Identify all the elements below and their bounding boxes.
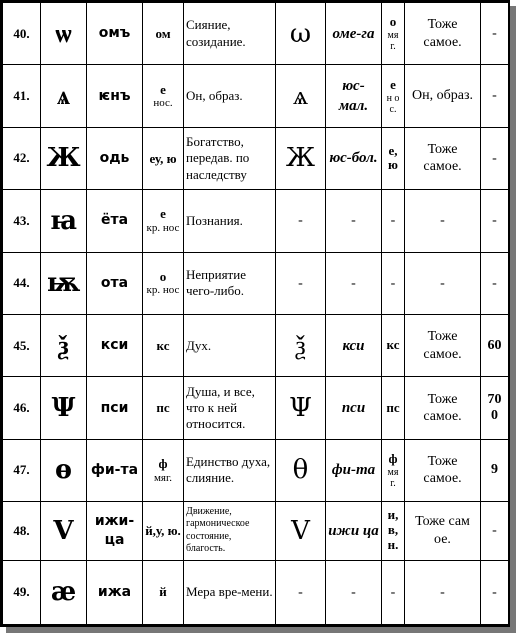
letter-name: ижи-ца — [87, 502, 143, 560]
letter-meaning: Мера вре-мени. — [184, 560, 276, 625]
letter-sound: о кр. нос — [143, 252, 184, 314]
row-number: 40. — [3, 3, 41, 65]
letter-name: ота — [87, 252, 143, 314]
glyph-glagolic: Ж — [41, 127, 87, 189]
glyph-glagolic: Ψ — [41, 377, 87, 439]
table-row — [3, 560, 509, 625]
letter-meaning: Сияние, созидание. — [184, 3, 276, 65]
letter-name: ёта — [87, 190, 143, 252]
letter-meaning: Движение, гармоническое состояние, благость. — [184, 502, 276, 560]
letter-name-2: юс-бол. — [326, 127, 382, 189]
table-row — [3, 314, 509, 376]
glyph-greek: V — [276, 502, 326, 560]
glyph-glagolic: ꙗ — [41, 190, 87, 252]
glyph-glagolic: æ — [41, 560, 87, 625]
numeric-value: 70 0 — [481, 377, 509, 439]
row-number: 41. — [3, 65, 41, 127]
letter-name: одь — [87, 127, 143, 189]
letter-sound: еу, ю — [143, 127, 184, 189]
meaning-2: Тоже самое. — [405, 127, 481, 189]
meaning-2: Тоже самое. — [405, 439, 481, 501]
letter-name: фи-та — [87, 439, 143, 501]
row-number: 47. — [3, 439, 41, 501]
meaning-2: - — [405, 190, 481, 252]
table-row — [3, 127, 509, 189]
glyph-glagolic: V — [41, 502, 87, 560]
numeric-value: - — [481, 65, 509, 127]
numeric-value: 60 — [481, 314, 509, 376]
alphabet-table — [2, 2, 509, 625]
meaning-2: Тоже самое. — [405, 3, 481, 65]
letter-sound: кс — [143, 314, 184, 376]
row-number: 45. — [3, 314, 41, 376]
letter-sound-2: пс — [382, 377, 405, 439]
letter-meaning: Познания. — [184, 190, 276, 252]
glyph-glagolic: ѡ — [41, 3, 87, 65]
table-row — [3, 502, 509, 560]
letter-name: кси — [87, 314, 143, 376]
letter-sound-2: е, ю — [382, 127, 405, 189]
numeric-value: - — [481, 190, 509, 252]
letter-sound-2: кс — [382, 314, 405, 376]
table-row — [3, 190, 509, 252]
letter-sound: й — [143, 560, 184, 625]
letter-name-2: ижи ца — [326, 502, 382, 560]
row-number: 46. — [3, 377, 41, 439]
numeric-value: - — [481, 560, 509, 625]
letter-name-2: оме-га — [326, 3, 382, 65]
glyph-greek: - — [276, 252, 326, 314]
glyph-glagolic: ѯ — [41, 314, 87, 376]
letter-name-2: - — [326, 190, 382, 252]
letter-sound: ф мяг. — [143, 439, 184, 501]
letter-sound-2: и, в, н. — [382, 502, 405, 560]
numeric-value: 9 — [481, 439, 509, 501]
table-row — [3, 3, 509, 65]
letter-sound-2: - — [382, 560, 405, 625]
letter-meaning: Неприятие чего-либо. — [184, 252, 276, 314]
letter-sound-2: е н о с. — [382, 65, 405, 127]
meaning-2: - — [405, 560, 481, 625]
numeric-value: - — [481, 127, 509, 189]
numeric-value: - — [481, 502, 509, 560]
letter-name-2: пси — [326, 377, 382, 439]
letter-sound-2: - — [382, 252, 405, 314]
glyph-greek: ω — [276, 3, 326, 65]
glyph-glagolic: ѭ — [41, 252, 87, 314]
letter-sound: й,у, ю. — [143, 502, 184, 560]
letter-name-2: - — [326, 560, 382, 625]
letter-meaning: Он, образ. — [184, 65, 276, 127]
numeric-value: - — [481, 3, 509, 65]
letter-meaning: Единство духа, слияние. — [184, 439, 276, 501]
table-row — [3, 439, 509, 501]
letter-sound-2: ф мя г. — [382, 439, 405, 501]
glyph-greek: Ж — [276, 127, 326, 189]
letter-sound: е нос. — [143, 65, 184, 127]
letter-name: ижа — [87, 560, 143, 625]
letter-name-2: - — [326, 252, 382, 314]
meaning-2: - — [405, 252, 481, 314]
row-number: 43. — [3, 190, 41, 252]
table-row — [3, 252, 509, 314]
letter-name: омъ — [87, 3, 143, 65]
frame-shadow-bottom — [6, 627, 516, 633]
meaning-2: Он, образ. — [405, 65, 481, 127]
letter-sound-2: о мя г. — [382, 3, 405, 65]
row-number: 44. — [3, 252, 41, 314]
letter-sound: е кр. нос — [143, 190, 184, 252]
letter-name-2: фи-та — [326, 439, 382, 501]
letter-meaning: Душа, и все, что к ней относится. — [184, 377, 276, 439]
letter-name-2: кси — [326, 314, 382, 376]
letter-name-2: юс-мал. — [326, 65, 382, 127]
glyph-greek: - — [276, 190, 326, 252]
glyph-greek: ѧ — [276, 65, 326, 127]
glyph-glagolic: ѧ — [41, 65, 87, 127]
frame-shadow-right — [510, 6, 516, 633]
letter-sound: пс — [143, 377, 184, 439]
meaning-2: Тоже самое. — [405, 314, 481, 376]
letter-name: ѥнъ — [87, 65, 143, 127]
glyph-greek: ѯ — [276, 314, 326, 376]
row-number: 48. — [3, 502, 41, 560]
meaning-2: Тоже сам ое. — [405, 502, 481, 560]
row-number: 49. — [3, 560, 41, 625]
letter-sound-2: - — [382, 190, 405, 252]
glyph-greek: Ψ — [276, 377, 326, 439]
glyph-greek: - — [276, 560, 326, 625]
row-number: 42. — [3, 127, 41, 189]
letter-meaning: Дух. — [184, 314, 276, 376]
letter-name: пси — [87, 377, 143, 439]
letter-sound: ом — [143, 3, 184, 65]
glyph-glagolic: ѳ — [41, 439, 87, 501]
numeric-value: - — [481, 252, 509, 314]
glyph-greek: θ — [276, 439, 326, 501]
letter-meaning: Богатство, передав. по наследству — [184, 127, 276, 189]
meaning-2: Тоже самое. — [405, 377, 481, 439]
table-row — [3, 65, 509, 127]
table-row — [3, 377, 509, 439]
